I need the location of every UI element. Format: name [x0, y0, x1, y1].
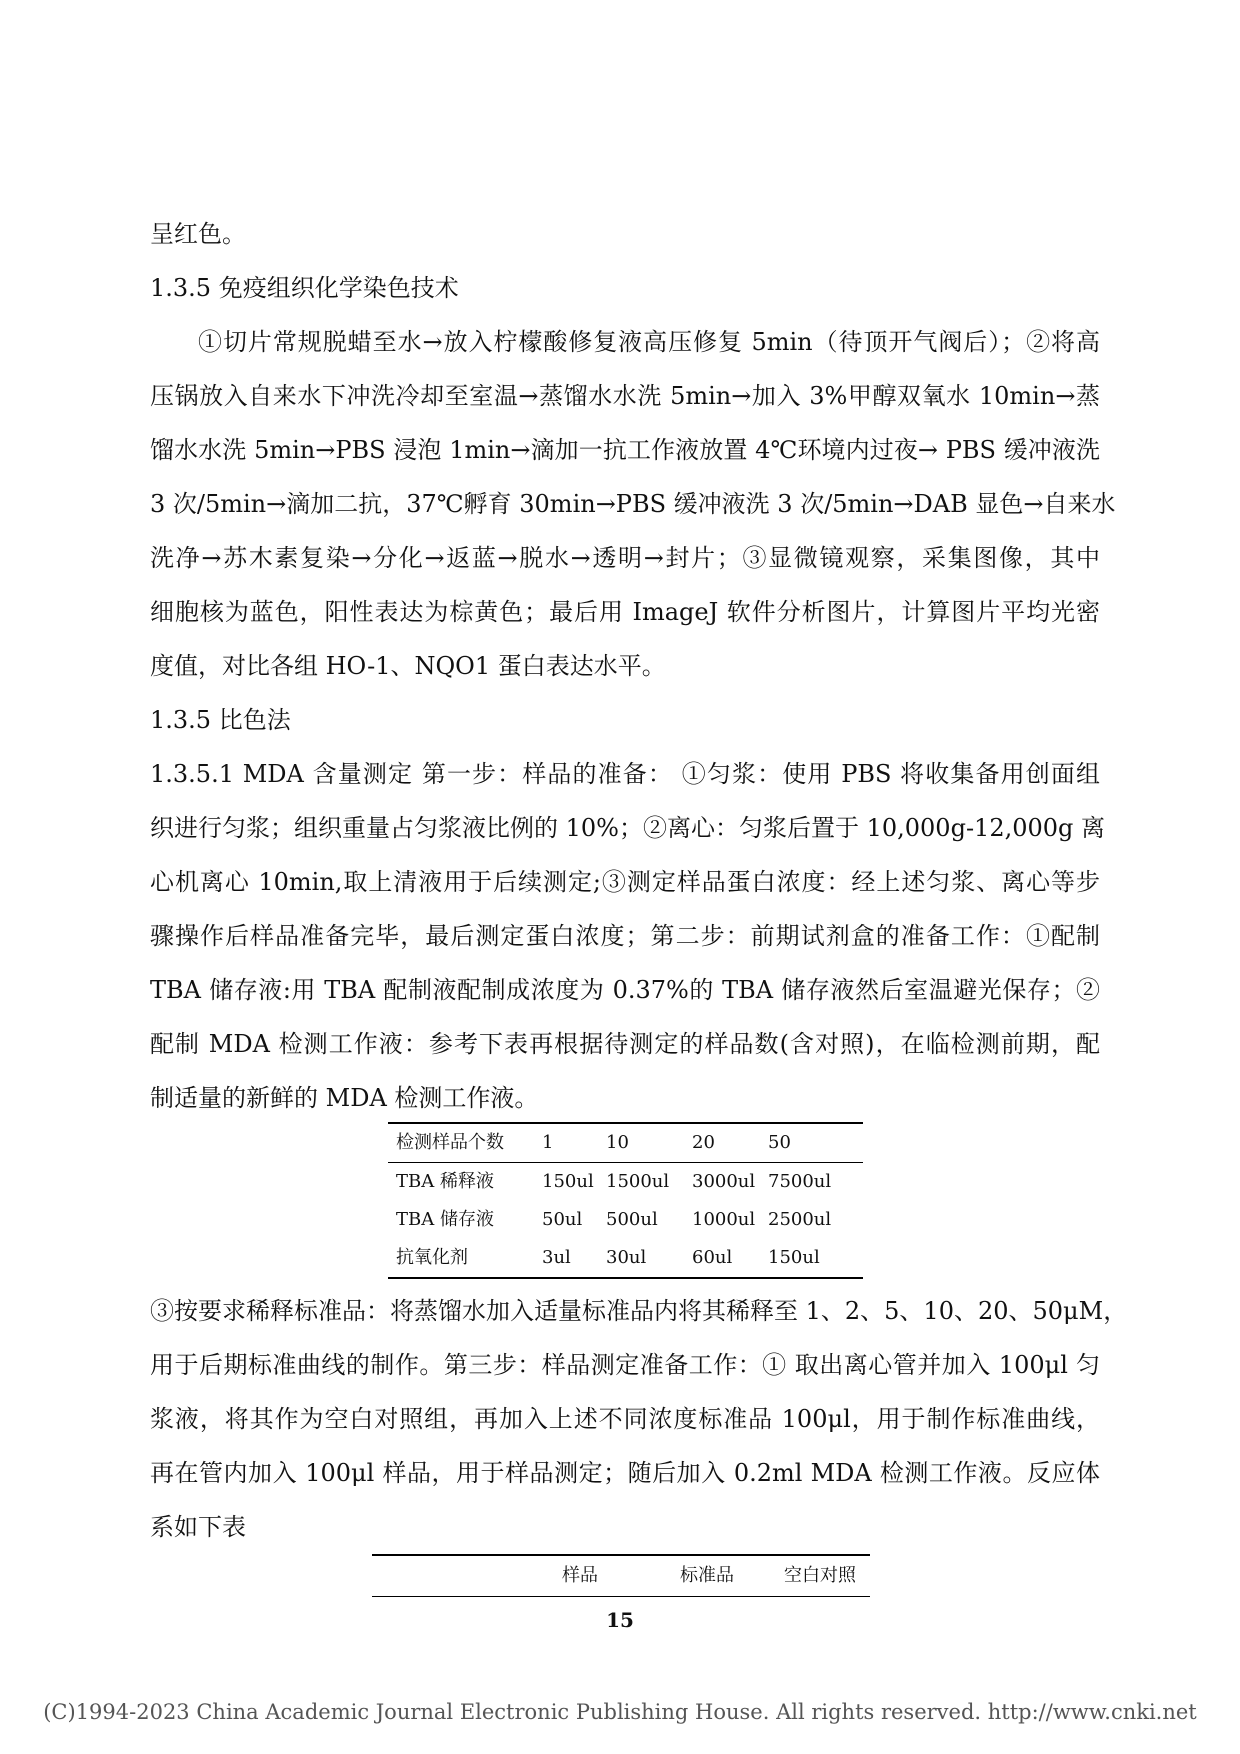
- text-line: 1.3.5.1 MDA 含量测定 第一步：样品的准备： ①匀浆：使用 PBS 将收集备用创面组: [150, 760, 1100, 788]
- table-header-row: [372, 1556, 870, 1596]
- table-header-cell: 标准品: [680, 1565, 734, 1586]
- text-line: 浆液，将其作为空白对照组，再加入上述不同浓度标准品 100μl，用于制作标准曲线，: [150, 1405, 1100, 1433]
- text-line: 制适量的新鲜的 MDA 检测工作液。: [150, 1084, 539, 1112]
- table-cell: 30ul: [606, 1247, 647, 1268]
- text-line: 馏水水洗 5min→PBS 浸泡 1min→滴加一抗工作液放置 4℃环境内过夜→ PBS 缓冲液洗: [150, 436, 1100, 464]
- section-heading-colorimetry: 1.3.5 比色法: [150, 706, 291, 734]
- text-line: 再在管内加入 100μl 样品，用于样品测定；随后加入 0.2ml MDA 检测工作液。反应体: [150, 1459, 1100, 1487]
- table-header-cell: 10: [606, 1132, 629, 1153]
- text-line: 骤操作后样品准备完毕，最后测定蛋白浓度；第二步：前期试剂盒的准备工作：①配制: [150, 922, 1100, 950]
- table-row: [388, 1201, 863, 1239]
- page-number: 15: [606, 1608, 634, 1632]
- table-cell: 3ul: [542, 1247, 571, 1268]
- table-cell: 抗氧化剂: [396, 1247, 468, 1268]
- text-line: 压锅放入自来水下冲洗冷却至室温→蒸馏水水洗 5min→加入 3%甲醇双氧水 10min→蒸: [150, 382, 1100, 410]
- text-line: 3 次/5min→滴加二抗，37℃孵育 30min→PBS 缓冲液洗 3 次/5min→DAB 显色→自来水: [150, 490, 1116, 518]
- table-cell: 60ul: [692, 1247, 733, 1268]
- text-line: 呈红色。: [150, 220, 246, 248]
- table-header-cell: 检测样品个数: [396, 1132, 504, 1153]
- text-line: 心机离心 10min,取上清液用于后续测定;③测定样品蛋白浓度：经上述匀浆、离心等步: [150, 868, 1100, 896]
- table-header-cell: 空白对照: [784, 1565, 856, 1586]
- text-line: ①切片常规脱蜡至水→放入柠檬酸修复液高压修复 5min（待顶开气阀后）；②将高: [198, 328, 1100, 356]
- table-cell: 2500ul: [768, 1209, 832, 1230]
- text-line: TBA 储存液:用 TBA 配制液配制成浓度为 0.37%的 TBA 储存液然后室温避光保存；②: [150, 976, 1100, 1004]
- table-header-cell: 20: [692, 1132, 715, 1153]
- body-text-block-1: [150, 207, 1116, 1125]
- table-cell: 150ul: [542, 1171, 594, 1192]
- table-cell: 50ul: [542, 1209, 583, 1230]
- text-line: 用于后期标准曲线的制作。第三步：样品测定准备工作：① 取出离心管并加入 100μl 匀: [150, 1351, 1100, 1379]
- table-cell: 7500ul: [768, 1171, 832, 1192]
- table-cell: TBA 稀释液: [396, 1171, 494, 1192]
- text-line: ③按要求稀释标准品：将蒸馏水加入适量标准品内将其稀释至 1、2、5、10、20、50μM，: [150, 1297, 1128, 1325]
- table-cell: 500ul: [606, 1209, 658, 1230]
- text-line: 配制 MDA 检测工作液：参考下表再根据待测定的样品数(含对照)，在临检测前期，配: [150, 1030, 1100, 1058]
- table-cell: 1500ul: [606, 1171, 670, 1192]
- table-header-cell: 1: [542, 1132, 554, 1153]
- table-cell: 1000ul: [692, 1209, 756, 1230]
- table-row: [388, 1163, 863, 1201]
- reaction-system-table: [372, 1554, 870, 1597]
- mda-reagent-table: [388, 1122, 863, 1279]
- text-line: 织进行匀浆；组织重量占匀浆液比例的 10%；②离心：匀浆后置于 10,000g-12,000g 离: [150, 814, 1106, 842]
- table-cell: 150ul: [768, 1247, 820, 1268]
- text-line: 洗净→苏木素复染→分化→返蓝→脱水→透明→封片；③显微镜观察，采集图像，其中: [150, 544, 1100, 572]
- table-header-row: [388, 1124, 863, 1163]
- copyright-footer: (C)1994-2023 China Academic Journal Electronic Publishing House. All rights reserved. http://www.cnki.net: [43, 1700, 1197, 1724]
- table-header-cell: 50: [768, 1132, 791, 1153]
- section-heading-immunohistochemistry: 1.3.5 免疫组织化学染色技术: [150, 274, 459, 302]
- table-header-cell: [372, 1556, 562, 1596]
- table-row: [388, 1239, 863, 1277]
- text-line: 度值，对比各组 HO-1、NQO1 蛋白表达水平。: [150, 652, 666, 680]
- text-line: 系如下表: [150, 1513, 246, 1541]
- table-header-cell: 样品: [562, 1565, 598, 1586]
- text-line: 细胞核为蓝色，阳性表达为棕黄色；最后用 ImageJ 软件分析图片，计算图片平均光密: [150, 598, 1100, 626]
- body-text-block-2: [150, 1284, 1128, 1554]
- table-cell: 3000ul: [692, 1171, 756, 1192]
- table-cell: TBA 储存液: [396, 1209, 494, 1230]
